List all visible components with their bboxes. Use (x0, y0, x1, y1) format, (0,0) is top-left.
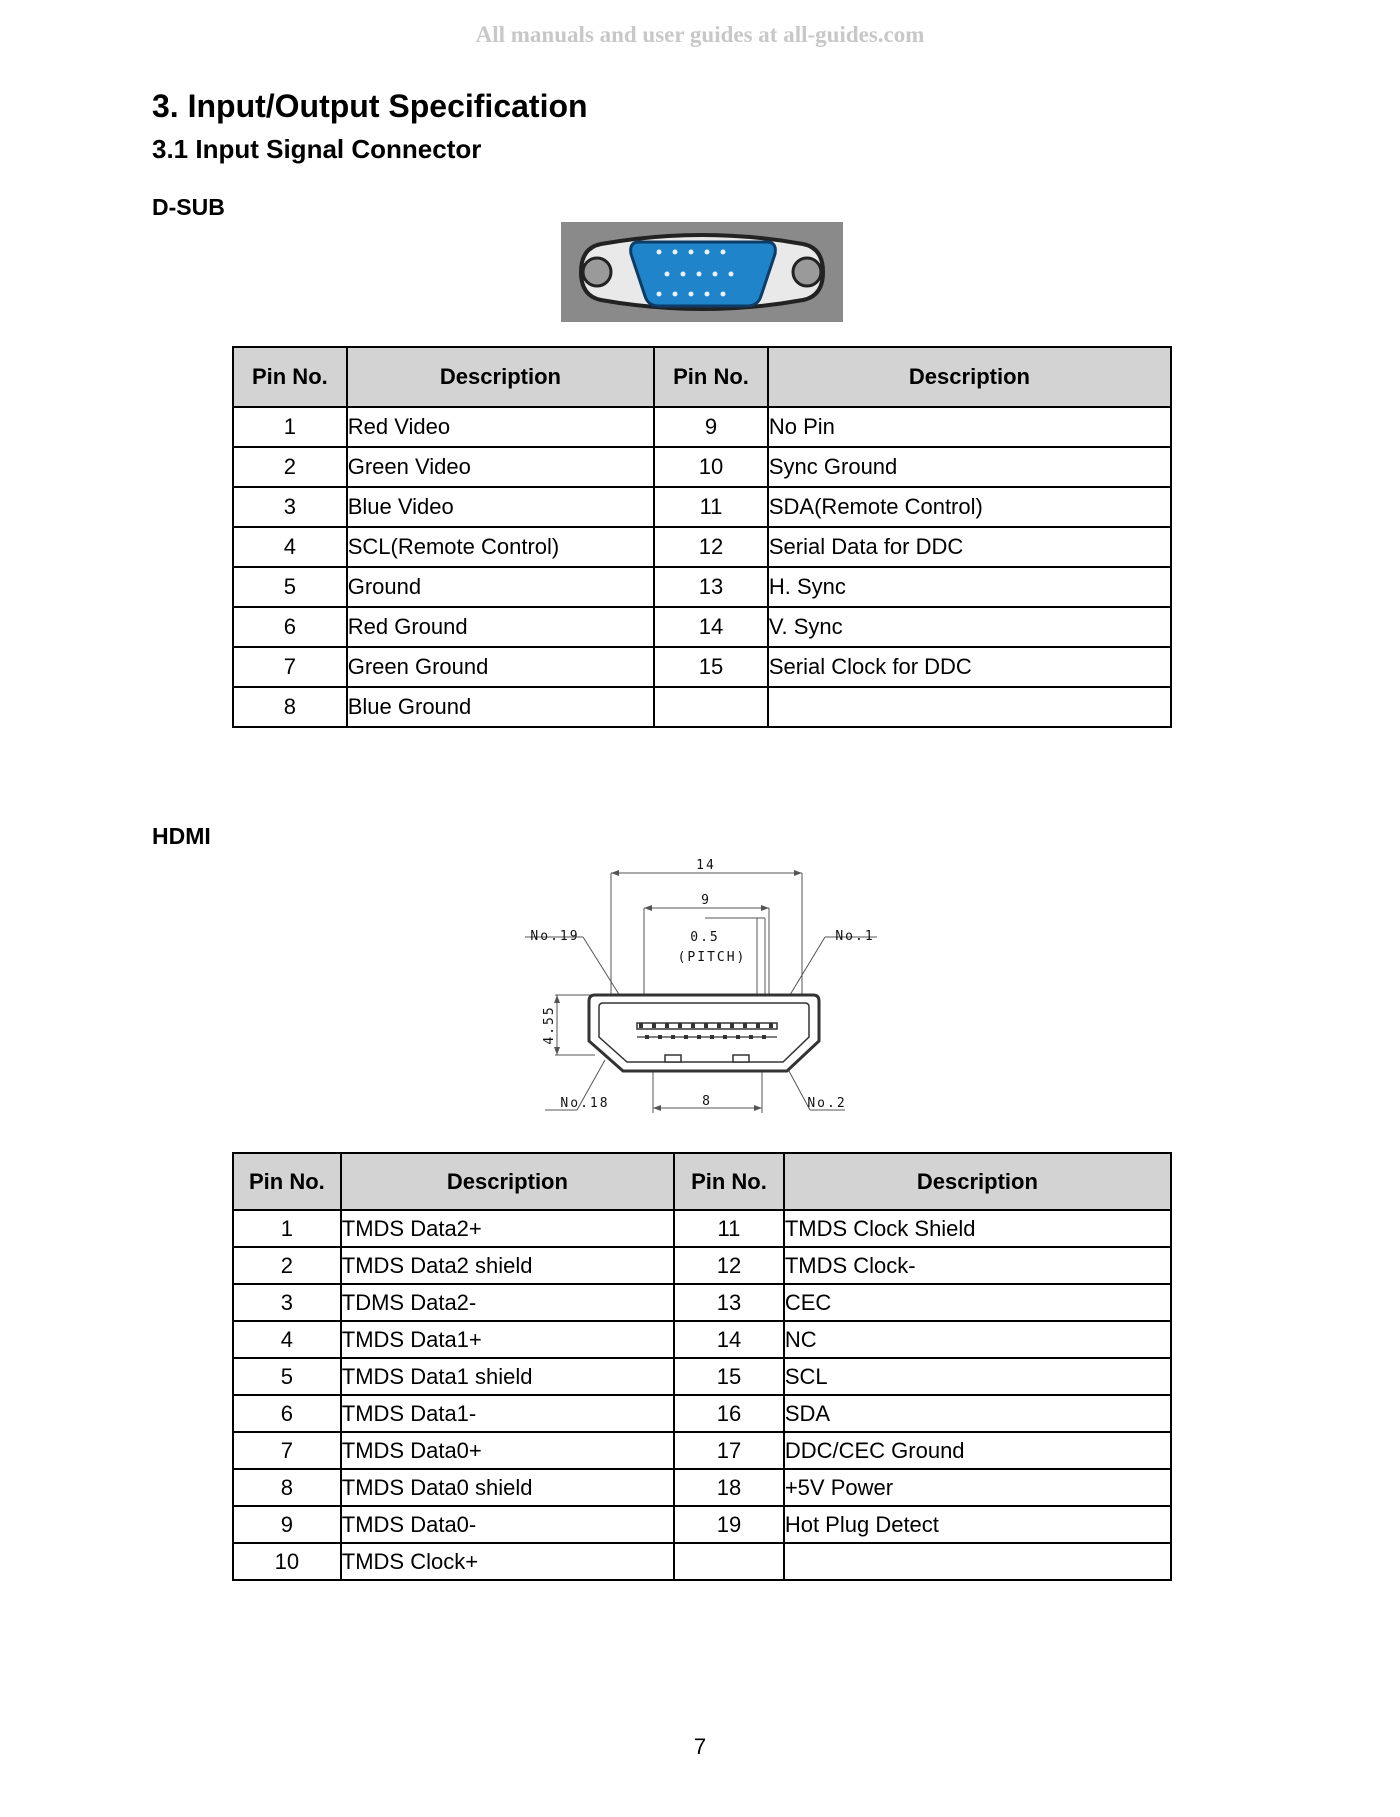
column-header: Pin No. (674, 1153, 784, 1210)
dsub-pin-table (232, 346, 1172, 728)
table-row (233, 447, 1171, 487)
pin-description: Blue Ground (347, 687, 654, 727)
pin-2-text: No.2 (807, 1096, 847, 1111)
pin-number: 4 (233, 1321, 341, 1358)
pin-description: TMDS Data1 shield (341, 1358, 674, 1395)
table-row (233, 607, 1171, 647)
pin-18-text: No.18 (560, 1096, 610, 1111)
table-header-row (233, 347, 1171, 407)
pin-description: Serial Data for DDC (768, 527, 1171, 567)
pin-number: 3 (233, 487, 347, 527)
subsection-title: 3.1 Input Signal Connector (152, 134, 482, 164)
pin-description: SCL(Remote Control) (347, 527, 654, 567)
column-header: Description (784, 1153, 1171, 1210)
pin-description: Red Video (347, 407, 654, 447)
pin-description: Sync Ground (768, 447, 1171, 487)
table-row (233, 1506, 1171, 1543)
pin-number (674, 1543, 784, 1580)
pin-number: 6 (233, 607, 347, 647)
pin-description: No Pin (768, 407, 1171, 447)
pin-description: NC (784, 1321, 1171, 1358)
pin-number: 14 (654, 607, 768, 647)
pin-description: DDC/CEC Ground (784, 1432, 1171, 1469)
column-header: Description (768, 347, 1171, 407)
pin-number: 17 (674, 1432, 784, 1469)
pin-description: H. Sync (768, 567, 1171, 607)
pin-number: 16 (674, 1395, 784, 1432)
dsub-connector-image (561, 222, 843, 322)
pin-description: TMDS Data0+ (341, 1432, 674, 1469)
pin-description: TMDS Data1- (341, 1395, 674, 1432)
table-row (233, 1358, 1171, 1395)
table-row (233, 1395, 1171, 1432)
dsub-label: D-SUB (152, 194, 225, 220)
pin-number: 11 (674, 1210, 784, 1247)
column-header: Pin No. (654, 347, 768, 407)
pin-description: +5V Power (784, 1469, 1171, 1506)
pin-number: 2 (233, 1247, 341, 1284)
column-header: Description (341, 1153, 674, 1210)
dim-455-text: 4.55 (542, 1005, 557, 1045)
table-row (233, 407, 1171, 447)
pin-number: 11 (654, 487, 768, 527)
pin-number: 13 (654, 567, 768, 607)
hdmi-pin-table (232, 1152, 1172, 1581)
pin-description: TDMS Data2- (341, 1284, 674, 1321)
pitch-label-text: (PITCH) (677, 950, 747, 965)
pin-1-text: No.1 (835, 929, 875, 944)
pin-number: 1 (233, 1210, 341, 1247)
pin-description: Hot Plug Detect (784, 1506, 1171, 1543)
table-row (233, 1469, 1171, 1506)
pin-description: TMDS Data0- (341, 1506, 674, 1543)
pin-number: 18 (674, 1469, 784, 1506)
pin-description: TMDS Data2 shield (341, 1247, 674, 1284)
table-row (233, 1284, 1171, 1321)
pin-description: Red Ground (347, 607, 654, 647)
hdmi-connector-diagram (525, 855, 885, 1120)
pin-number: 4 (233, 527, 347, 567)
pin-number: 12 (654, 527, 768, 567)
pin-number: 5 (233, 567, 347, 607)
table-row (233, 647, 1171, 687)
table-row (233, 487, 1171, 527)
pin-number: 19 (674, 1506, 784, 1543)
table-row (233, 567, 1171, 607)
pin-number: 5 (233, 1358, 341, 1395)
pin-number: 9 (654, 407, 768, 447)
dim-9-text: 9 (701, 893, 711, 908)
pin-description: TMDS Clock Shield (784, 1210, 1171, 1247)
pin-description: V. Sync (768, 607, 1171, 647)
pin-19-text: No.19 (530, 929, 580, 944)
table-row (233, 687, 1171, 727)
pin-description: SDA(Remote Control) (768, 487, 1171, 527)
pin-number: 8 (233, 1469, 341, 1506)
pin-description: SCL (784, 1358, 1171, 1395)
hdmi-label: HDMI (152, 823, 211, 849)
pin-description: Green Ground (347, 647, 654, 687)
pin-description: TMDS Clock+ (341, 1543, 674, 1580)
table-row (233, 1210, 1171, 1247)
pin-number: 10 (654, 447, 768, 487)
pin-description: TMDS Data0 shield (341, 1469, 674, 1506)
section-title: 3. Input/Output Specification (152, 88, 588, 124)
table-row (233, 1247, 1171, 1284)
pin-description: SDA (784, 1395, 1171, 1432)
pin-number: 7 (233, 1432, 341, 1469)
pin-number: 15 (654, 647, 768, 687)
pin-number: 12 (674, 1247, 784, 1284)
pin-description: TMDS Data2+ (341, 1210, 674, 1247)
column-header: Pin No. (233, 1153, 341, 1210)
pin-number: 8 (233, 687, 347, 727)
table-row (233, 1432, 1171, 1469)
dim-14-text: 14 (696, 858, 716, 873)
table-row (233, 527, 1171, 567)
watermark: All manuals and user guides at all-guides.com (475, 22, 925, 47)
table-row (233, 1321, 1171, 1358)
pin-number: 15 (674, 1358, 784, 1395)
page-number: 7 (693, 1734, 707, 1759)
pin-number: 7 (233, 647, 347, 687)
pin-description: Blue Video (347, 487, 654, 527)
pin-description: Serial Clock for DDC (768, 647, 1171, 687)
pin-number: 9 (233, 1506, 341, 1543)
pin-number: 3 (233, 1284, 341, 1321)
pin-number: 10 (233, 1543, 341, 1580)
pin-description (768, 687, 1171, 727)
dim-8-text: 8 (702, 1094, 712, 1109)
pin-description: Green Video (347, 447, 654, 487)
pin-description: Ground (347, 567, 654, 607)
column-header: Pin No. (233, 347, 347, 407)
pin-description (784, 1543, 1171, 1580)
pin-number: 6 (233, 1395, 341, 1432)
pitch-value-text: 0.5 (690, 930, 720, 945)
pin-number: 13 (674, 1284, 784, 1321)
pin-number: 2 (233, 447, 347, 487)
table-row (233, 1543, 1171, 1580)
pin-number (654, 687, 768, 727)
table-header-row (233, 1153, 1171, 1210)
column-header: Description (347, 347, 654, 407)
pin-number: 1 (233, 407, 347, 447)
pin-description: TMDS Data1+ (341, 1321, 674, 1358)
pin-description: TMDS Clock- (784, 1247, 1171, 1284)
pin-number: 14 (674, 1321, 784, 1358)
pin-description: CEC (784, 1284, 1171, 1321)
